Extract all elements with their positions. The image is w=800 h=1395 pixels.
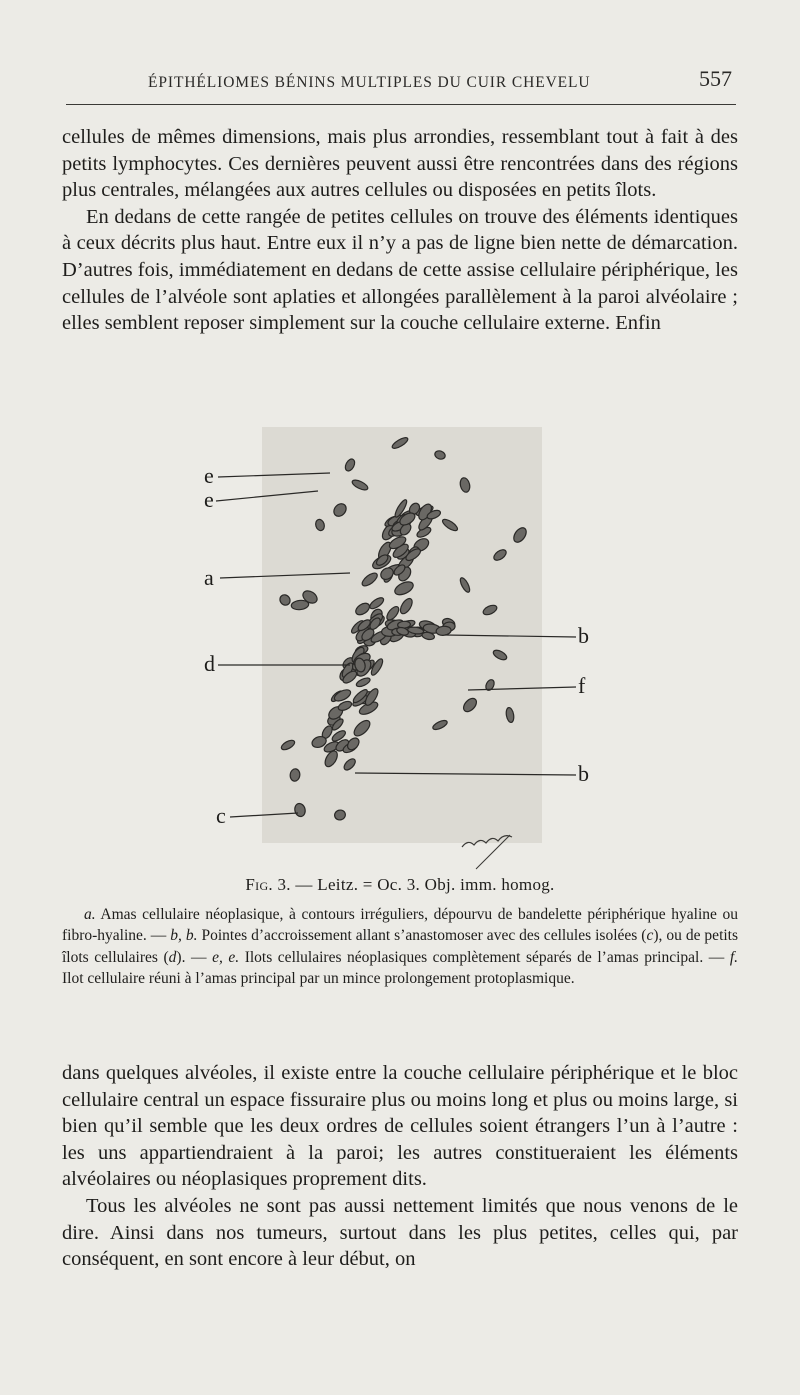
figure-number: Fig. 3. [245,875,291,894]
header-rule [66,104,736,105]
figure-3-micrograph [200,415,610,875]
figure-label-a: a [204,565,214,590]
legend-key: a. [84,906,96,923]
figure-label-b: b [578,623,589,648]
figure-caption [0,875,800,895]
figure-label-d: d [204,651,215,676]
legend-key: d [168,948,177,966]
legend-text: Pointes d’accroissement allant s’anastomoser avec des cellules isolées ( [197,927,647,945]
legend-key: c [646,927,654,945]
figure-label-e: e [204,487,214,512]
body-text-bottom [62,1060,738,1273]
paragraph: Tous les alvéoles ne sont pas aussi nettement limités que nous venons de le dire. Ainsi dans nos tumeurs, surtout dans les plus petites, celles qui, par conséquent, en sont encore à leur début, on [62,1194,738,1271]
legend-key: f. [729,948,738,966]
legend-text: Ilot cellulaire réuni à l’amas principal par un mince prolongement protoplasmique. [62,970,575,988]
paragraph: dans quelques alvéoles, il existe entre la couche cellulaire périphérique et le bloc cellulaire central un espace fissuraire plus ou moins long et plus ou moins large, si bien qu’il semble que les deux ordres de cellules soient étrangers l’un à l’autre : les uns appartiendraient à la paroi; les autres constitueraient les éléments alvéolaires ou néoplasiques proprement dits. [62,1062,738,1191]
body-text-top [62,124,738,337]
page-number: 557 [699,66,732,91]
figure-magnification: — Leitz. = Oc. 3. Obj. imm. homog. [295,875,555,894]
legend-text: Amas cellulaire néoplasique, à contours irréguliers, dépourvu de bandelette périphérique hyaline ou fibro-hyaline. — [62,906,738,945]
running-head [66,66,736,96]
legend-text: Ilots cellulaires néoplasiques complètement séparés de l’amas principal. — [239,948,730,966]
micrograph-illustration [200,415,610,875]
figure-label-c: c [216,803,226,828]
legend-key: e, e. [212,948,240,966]
legend-text: ), ou de petits îlots cellulaires ( [62,927,739,966]
legend-key: b, b. [170,927,198,945]
paragraph: cellules de mêmes dimensions, mais plus arrondies, ressemblant tout à fait à des petits lymphocytes. Ces dernières peuvent aussi être rencontrées dans des régions plus centrales, mélangées aux autres cellules ou disposées en petits îlots. [62,126,738,202]
figure-label-f: f [578,673,586,698]
paragraph: En dedans de cette rangée de petites cellules on trouve des éléments identiques à ceux décrits plus haut. Entre eux il n’y a pas de ligne bien nette de démarcation. D’autres fois, immédiatement en dedans de cette assise cellulaire périphérique, les cellules de l’alvéole sont aplaties et allongées parallèlement à la paroi alvéolaire ; elles semblent reposer simplement sur la couche cellulaire externe. Enfin [62,205,738,335]
figure-legend [62,904,738,990]
figure-label-e: e [204,463,214,488]
legend-text: ). — [176,948,213,966]
running-title: ÉPITHÉLIOMES BÉNINS MULTIPLES DU CUIR CHEVELU [148,74,591,91]
figure-label-b: b [578,761,589,786]
